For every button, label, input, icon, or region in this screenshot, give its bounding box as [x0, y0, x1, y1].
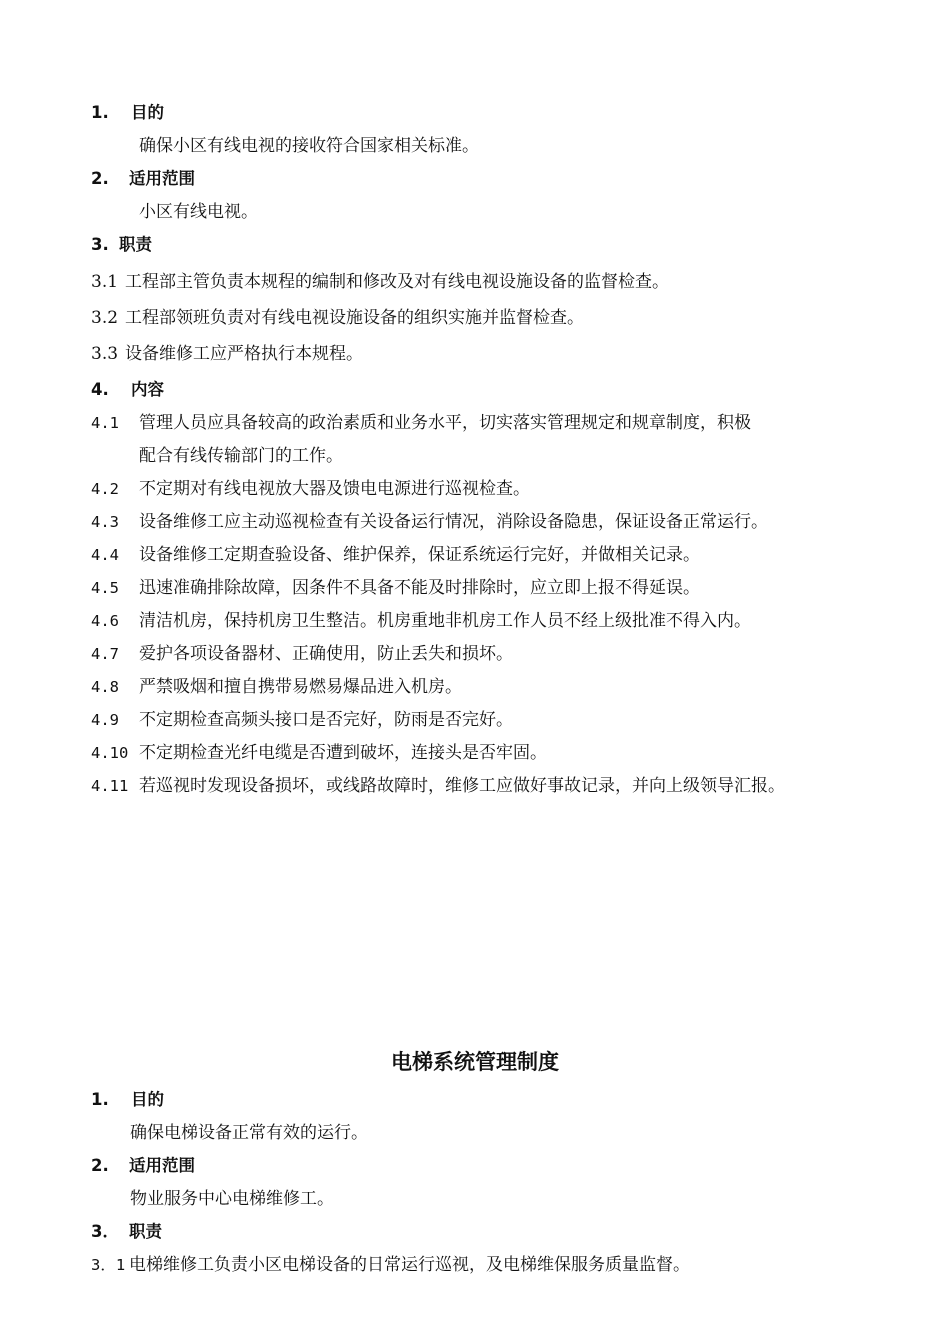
heading-duties	[91, 234, 152, 256]
content-item	[91, 511, 768, 533]
item-number: 4.5	[91, 579, 119, 597]
duty-number: 3.3	[91, 344, 119, 364]
item-number: 4.9	[91, 711, 119, 729]
heading-scope	[91, 1155, 195, 1177]
duty-number: 3．1	[91, 1256, 126, 1274]
item-text: 若巡视时发现设备损坏，或线路故障时，维修工应做好事故记录，并向上级领导汇报。	[139, 776, 785, 796]
content-item	[91, 676, 462, 698]
duty-item	[91, 271, 669, 293]
heading-purpose	[91, 102, 164, 124]
duty-number: 3.2	[91, 308, 119, 328]
content-item	[91, 643, 513, 665]
item-text: 不定期检查光纤电缆是否遭到破坏，连接头是否牢固。	[139, 743, 547, 763]
paragraph-purpose: 确保电梯设备正常有效的运行。	[130, 1123, 368, 1143]
heading-number: 3．	[91, 1222, 119, 1241]
content-item	[91, 742, 547, 764]
heading-number: 1.	[91, 103, 109, 122]
heading-number: 2.	[91, 1156, 109, 1175]
heading-text: 适用范围	[129, 169, 195, 188]
paragraph-scope: 物业服务中心电梯维修工。	[130, 1189, 334, 1209]
heading-number: 1.	[91, 1090, 109, 1109]
heading-text: 职责	[129, 1222, 162, 1241]
duty-number: 3.1	[91, 272, 119, 292]
heading-number: 2.	[91, 169, 109, 188]
item-number: 4.7	[91, 645, 119, 663]
heading-text: 适用范围	[129, 1156, 195, 1175]
heading-text: 目的	[131, 1090, 164, 1109]
item-text: 设备维修工定期查验设备、维护保养，保证系统运行完好，并做相关记录。	[139, 545, 700, 565]
item-text: 不定期对有线电视放大器及馈电电源进行巡视检查。	[139, 479, 530, 499]
item-number: 4.8	[91, 678, 119, 696]
heading-number: 3.	[91, 235, 109, 254]
item-text: 管理人员应具备较高的政治素质和业务水平，切实落实管理规定和规章制度，积极	[139, 413, 751, 433]
content-item	[91, 577, 700, 599]
content-item	[91, 610, 751, 632]
item-number: 4.11	[91, 777, 129, 795]
heading-scope	[91, 168, 195, 190]
heading-number: 4.	[91, 380, 109, 399]
heading-duties	[91, 1221, 162, 1243]
item-number: 4.10	[91, 744, 129, 762]
heading-purpose	[91, 1089, 164, 1111]
duty-text: 设备维修工应严格执行本规程。	[125, 344, 363, 364]
paragraph-purpose: 确保小区有线电视的接收符合国家相关标准。	[139, 136, 479, 156]
heading-content	[91, 379, 164, 401]
item-number: 4.4	[91, 546, 119, 564]
duty-text: 工程部领班负责对有线电视设施设备的组织实施并监督检查。	[125, 308, 584, 328]
document-title: 电梯系统管理制度	[391, 1050, 559, 1074]
duty-text: 电梯维修工负责小区电梯设备的日常运行巡视，及电梯维保服务质量监督。	[129, 1255, 690, 1275]
item-text: 迅速准确排除故障，因条件不具备不能及时排除时，应立即上报不得延误。	[139, 578, 700, 598]
duty-item	[91, 1254, 690, 1276]
content-item	[91, 775, 785, 797]
item-number: 4.1	[91, 414, 119, 432]
content-item	[91, 478, 530, 500]
content-item	[91, 544, 700, 566]
item-text: 清洁机房，保持机房卫生整洁。机房重地非机房工作人员不经上级批准不得入内。	[139, 611, 751, 631]
duty-text: 工程部主管负责本规程的编制和修改及对有线电视设施设备的监督检查。	[125, 272, 669, 292]
item-text: 严禁吸烟和擅自携带易燃易爆品进入机房。	[139, 677, 462, 697]
heading-text: 内容	[131, 380, 164, 399]
item-number: 4.3	[91, 513, 119, 531]
paragraph-scope: 小区有线电视。	[139, 202, 258, 222]
content-item	[91, 412, 751, 434]
item-number: 4.2	[91, 480, 119, 498]
item-text: 不定期检查高频头接口是否完好，防雨是否完好。	[139, 710, 513, 730]
duty-item	[91, 343, 363, 365]
item-text: 爱护各项设备器材、正确使用，防止丢失和损坏。	[139, 644, 513, 664]
item-number: 4.6	[91, 612, 119, 630]
duty-item	[91, 307, 584, 329]
heading-text: 职责	[119, 235, 152, 254]
content-item	[91, 709, 513, 731]
content-item-continuation: 配合有线传输部门的工作。	[139, 446, 343, 466]
item-text: 设备维修工应主动巡视检查有关设备运行情况，消除设备隐患，保证设备正常运行。	[139, 512, 768, 532]
heading-text: 目的	[131, 103, 164, 122]
